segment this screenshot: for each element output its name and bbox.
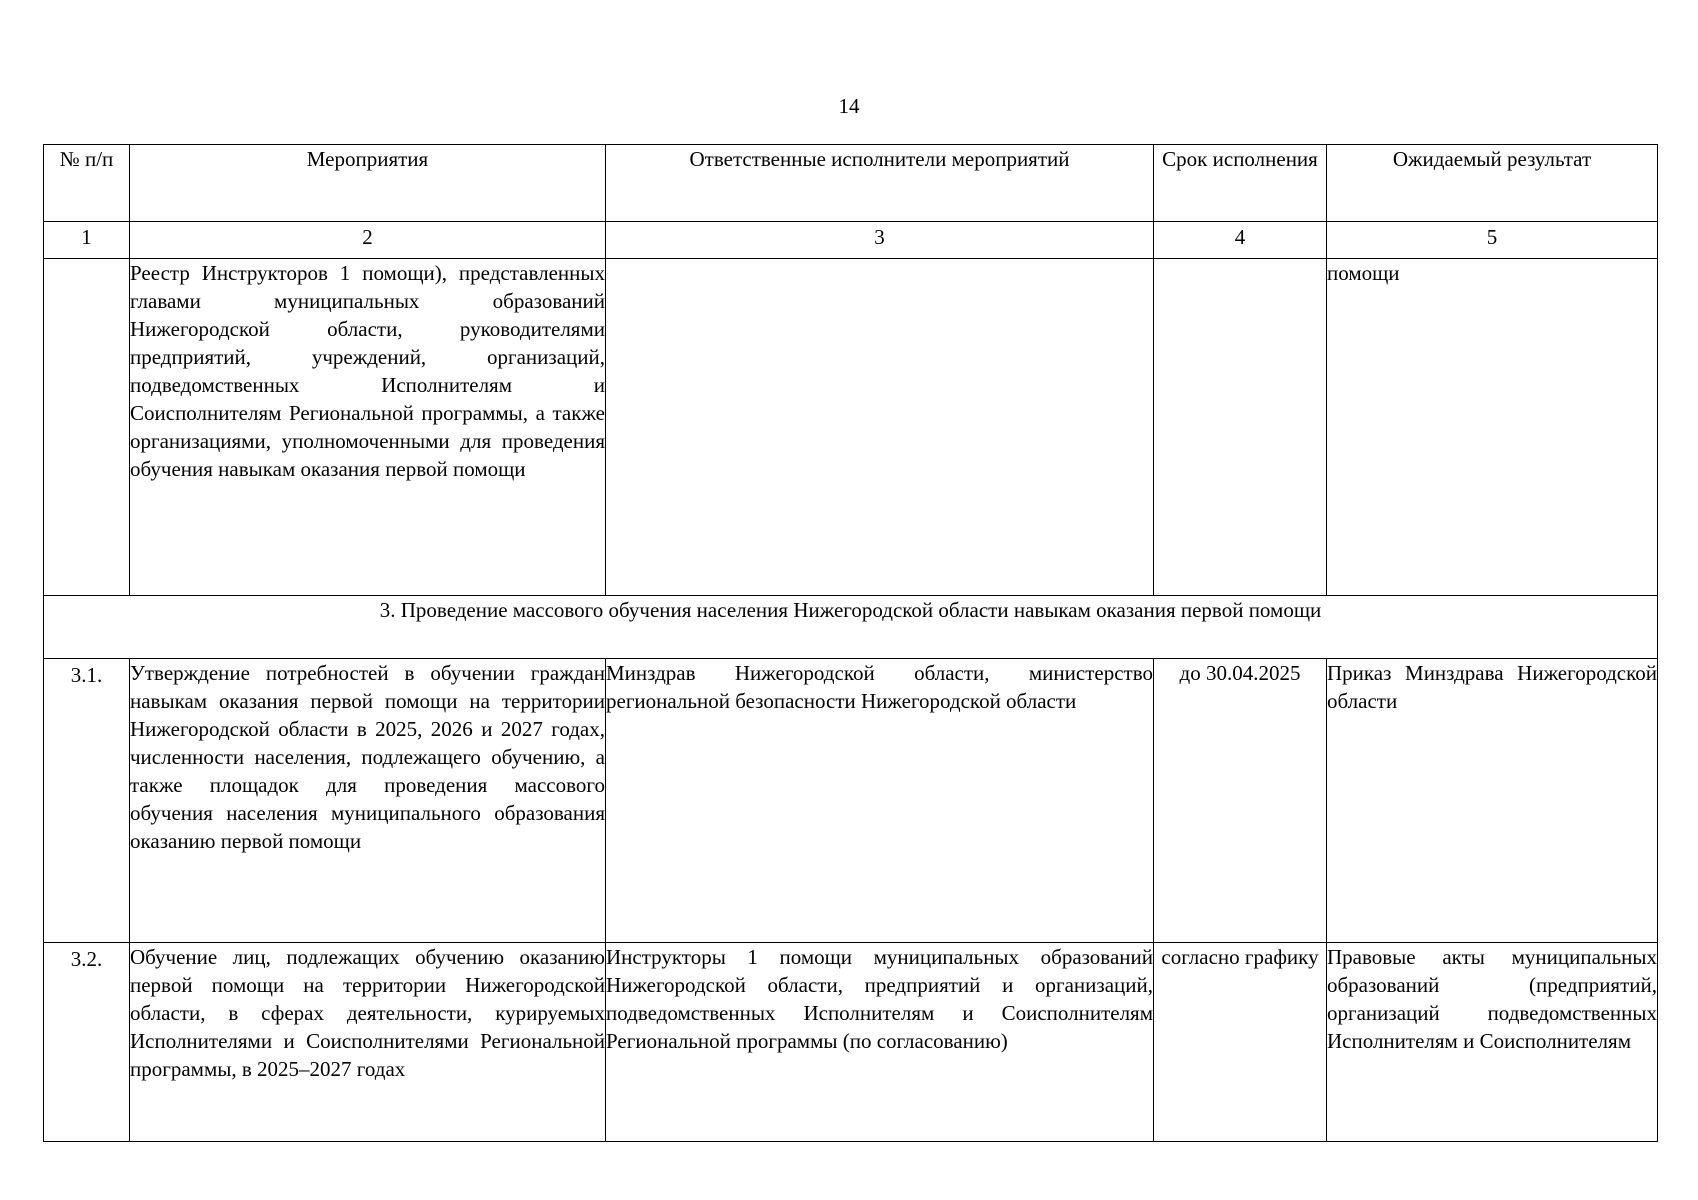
row-activity: Реестр Инструкторов 1 помощи), представленных главами муниципальных образований Нижегородской области, руководителями предприятий, учреждений, организаций, подведомственных Исполнителям и Соисполнителям Региональной программы, а также организациями, уполномоченными для проведения обучения навыкам оказания первой помощи (130, 259, 606, 596)
header-deadline: Срок исполнения (1154, 145, 1327, 222)
row-activity: Утверждение потребностей в обучении граждан навыкам оказания первой помощи на территории Нижегородской области в 2025, 2026 и 2027 годах, численности населения, подлежащего обучению, а также площадок для проведения массового обучения населения муниципального образования оказанию первой помощи (130, 659, 606, 943)
section-title: 3. Проведение массового обучения населения Нижегородской области навыкам оказания первой помощи (44, 596, 1658, 659)
column-number-row (44, 222, 1658, 259)
row-result: Правовые акты муниципальных образований (предприятий, организаций подведомственных Исполнителям и Соисполнителям (1327, 943, 1658, 1142)
header-row (44, 145, 1658, 222)
column-number: 3 (606, 222, 1154, 259)
table-row (44, 659, 1658, 943)
column-number: 2 (130, 222, 606, 259)
row-executors (606, 259, 1154, 596)
page-number: 14 (838, 94, 860, 118)
header-executors: Ответственные исполнители мероприятий (606, 145, 1154, 222)
header-result: Ожидаемый результат (1327, 145, 1658, 222)
section-row (44, 596, 1658, 659)
activities-table (43, 144, 1658, 1142)
table-row (44, 943, 1658, 1142)
column-number: 5 (1327, 222, 1658, 259)
header-num: № п/п (44, 145, 130, 222)
row-num: 3.1. (44, 659, 130, 943)
row-num: 3.2. (44, 943, 130, 1142)
row-deadline: согласно графику (1154, 943, 1327, 1142)
row-num (44, 259, 130, 596)
table-row-continued (44, 259, 1658, 596)
row-executors: Инструкторы 1 помощи муниципальных образований Нижегородской области, предприятий и организаций, подведомственных Исполнителям и Соисполнителям Региональной программы (по согласованию) (606, 943, 1154, 1142)
header-activities: Мероприятия (130, 145, 606, 222)
row-result: Приказ Минздрава Нижегородской области (1327, 659, 1658, 943)
row-executors: Минздрав Нижегородской области, министерство региональной безопасности Нижегородской области (606, 659, 1154, 943)
row-deadline (1154, 259, 1327, 596)
row-result: помощи (1327, 259, 1658, 596)
column-number: 1 (44, 222, 130, 259)
row-activity: Обучение лиц, подлежащих обучению оказанию первой помощи на территории Нижегородской области, в сферах деятельности, курируемых Исполнителями и Соисполнителями Региональной программы, в 2025–2027 годах (130, 943, 606, 1142)
column-number: 4 (1154, 222, 1327, 259)
row-deadline: до 30.04.2025 (1154, 659, 1327, 943)
